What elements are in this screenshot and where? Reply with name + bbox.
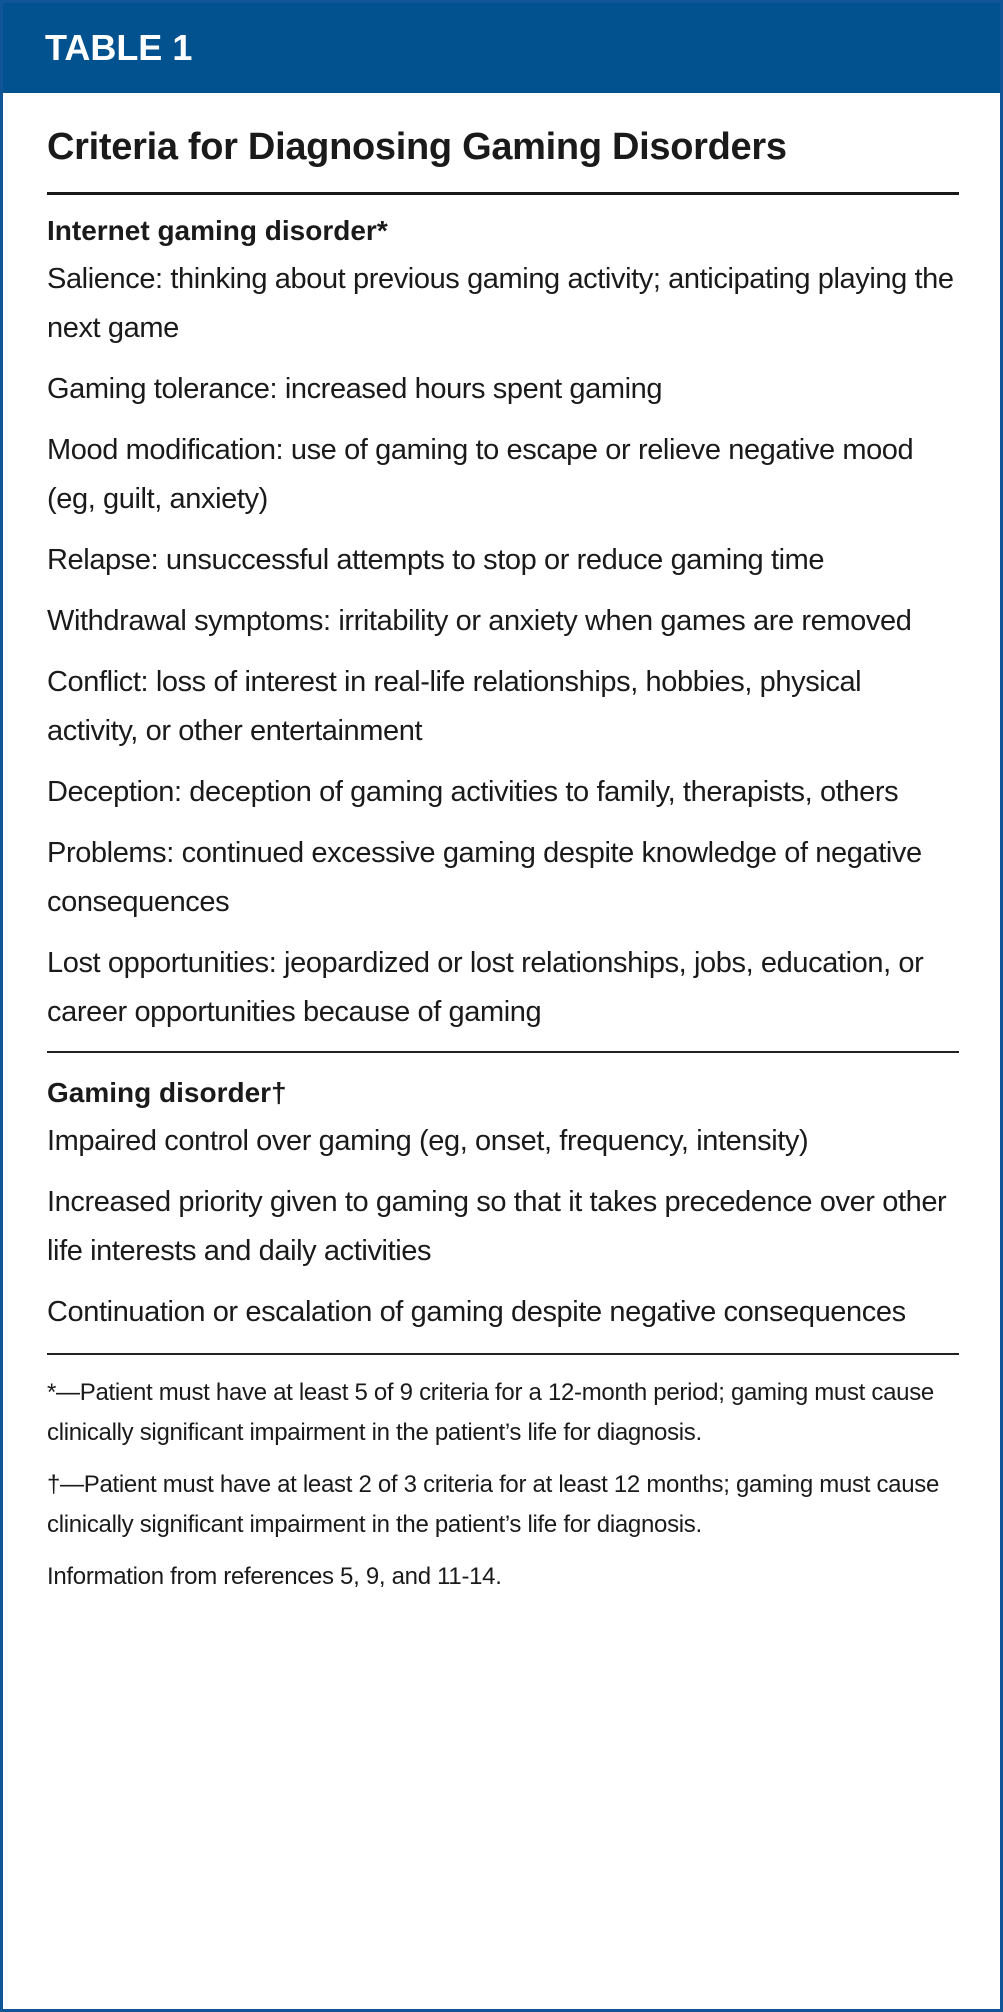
section-internet-gaming-disorder bbox=[47, 195, 959, 1051]
criterion-continuation-escalation: Continuation or escalation of gaming despite negative consequences bbox=[47, 1296, 906, 1328]
section-gaming-disorder bbox=[47, 1053, 959, 1353]
table-number-label: TABLE 1 bbox=[45, 27, 193, 68]
footnotes bbox=[47, 1355, 959, 1597]
footnote-asterisk: *—Patient must have at least 5 of 9 criteria for a 12-month period; gaming must cause clinically significant impairment in the patient’s life for diagnosis. bbox=[47, 1379, 934, 1446]
criterion-lost-opportunities: Lost opportunities: jeopardized or lost relationships, jobs, education, or career opportunities because of gaming bbox=[47, 947, 924, 1028]
criterion-gaming-tolerance: Gaming tolerance: increased hours spent gaming bbox=[47, 373, 663, 405]
criterion-increased-priority: Increased priority given to gaming so that it takes precedence over other life interests and daily activities bbox=[47, 1186, 947, 1267]
table-header-bar bbox=[3, 3, 1000, 93]
criterion-problems: Problems: continued excessive gaming despite knowledge of negative consequences bbox=[47, 837, 922, 918]
section-heading: Gaming disorder† bbox=[47, 1077, 287, 1108]
source-note: Information from references 5, 9, and 11-14. bbox=[47, 1563, 502, 1590]
criterion-withdrawal-symptoms: Withdrawal symptoms: irritability or anxiety when games are removed bbox=[47, 605, 912, 637]
criteria-list bbox=[47, 1117, 959, 1353]
criterion-relapse: Relapse: unsuccessful attempts to stop or reduce gaming time bbox=[47, 544, 825, 576]
footnote-dagger: †—Patient must have at least 2 of 3 criteria for at least 12 months; gaming must cause clinically significant impairment in the patient’s life for diagnosis. bbox=[47, 1471, 939, 1538]
criterion-deception: Deception: deception of gaming activities to family, therapists, others bbox=[47, 776, 899, 808]
criterion-salience: Salience: thinking about previous gaming activity; anticipating playing the next game bbox=[47, 263, 954, 344]
table-content bbox=[47, 93, 959, 1597]
criteria-list bbox=[47, 255, 959, 1051]
table-title: Criteria for Diagnosing Gaming Disorders bbox=[47, 126, 787, 168]
criterion-impaired-control: Impaired control over gaming (eg, onset, frequency, intensity) bbox=[47, 1125, 809, 1157]
criterion-mood-modification: Mood modification: use of gaming to escape or relieve negative mood (eg, guilt, anxiety) bbox=[47, 434, 914, 515]
section-heading: Internet gaming disorder* bbox=[47, 215, 388, 246]
criterion-conflict: Conflict: loss of interest in real-life relationships, hobbies, physical activity, or other entertainment bbox=[47, 666, 862, 747]
